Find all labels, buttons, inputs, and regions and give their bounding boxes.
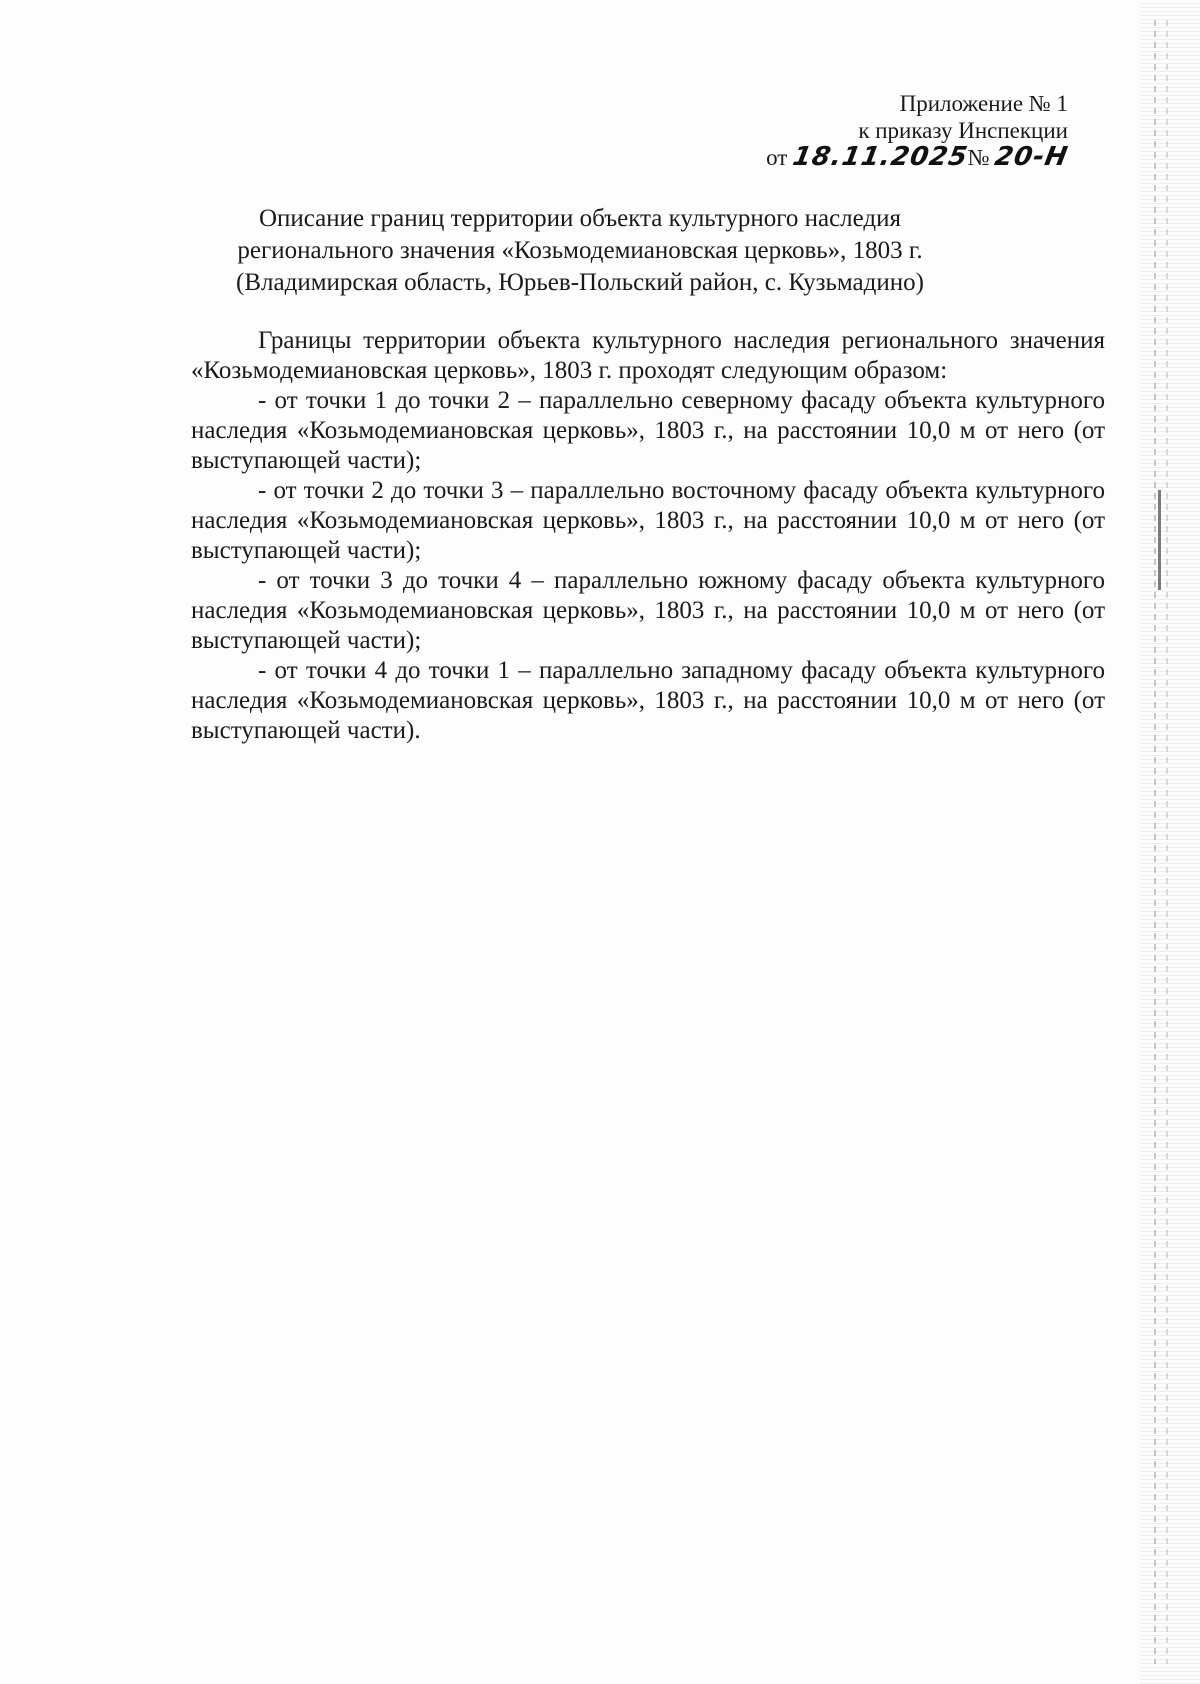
title-line-2: регионального значения «Козьмодемиановская церковь», 1803 г. <box>237 237 923 264</box>
scan-mark <box>1158 490 1161 590</box>
title-line-3: (Владимирская область, Юрьев-Польский район, с. Кузьмадино) <box>236 269 924 296</box>
boundary-item-1: - от точки 1 до точки 2 – параллельно северному фасаду объекта культурного наследия «Козьмодемиановская церковь», 1803 г., на расстоянии 10,0 м от него (от выступающей части); <box>191 387 1105 474</box>
appendix-header <box>766 90 1071 172</box>
scan-edge-artifact <box>1140 0 1200 1684</box>
appendix-date-line <box>766 142 1071 172</box>
scan-line <box>1166 20 1168 1664</box>
intro-paragraph: Границы территории объекта культурного наследия регионального значения «Козьмодемиановская церковь», 1803 г. проходят следующим образом: <box>191 327 1105 384</box>
title-line-1: Описание границ территории объекта культурного наследия <box>258 205 902 232</box>
document-body <box>191 326 1105 746</box>
boundary-item-4: - от точки 4 до точки 1 – параллельно западному фасаду объекта культурного наследия «Козьмодемиановская церковь», 1803 г., на расстоянии 10,0 м от него (от выступающей части). <box>191 657 1105 744</box>
document-title <box>150 203 1010 299</box>
number-prefix: № <box>967 145 990 170</box>
date-prefix: от <box>766 145 788 170</box>
appendix-line-2: к приказу Инспекции <box>858 118 1068 143</box>
handwritten-number: 20-Н <box>992 142 1071 172</box>
scan-line <box>1154 20 1156 1664</box>
boundary-item-2: - от точки 2 до точки 3 – параллельно восточному фасаду объекта культурного наследия «Козьмодемиановская церковь», 1803 г., на расстоянии 10,0 м от него (от выступающей части); <box>191 477 1105 564</box>
appendix-line-1: Приложение № 1 <box>899 91 1068 116</box>
boundary-item-3: - от точки 3 до точки 4 – параллельно южному фасаду объекта культурного наследия «Козьмодемиановская церковь», 1803 г., на расстоянии 10,0 м от него (от выступающей части); <box>191 567 1105 654</box>
handwritten-date: 18.11.2025 <box>790 142 971 172</box>
